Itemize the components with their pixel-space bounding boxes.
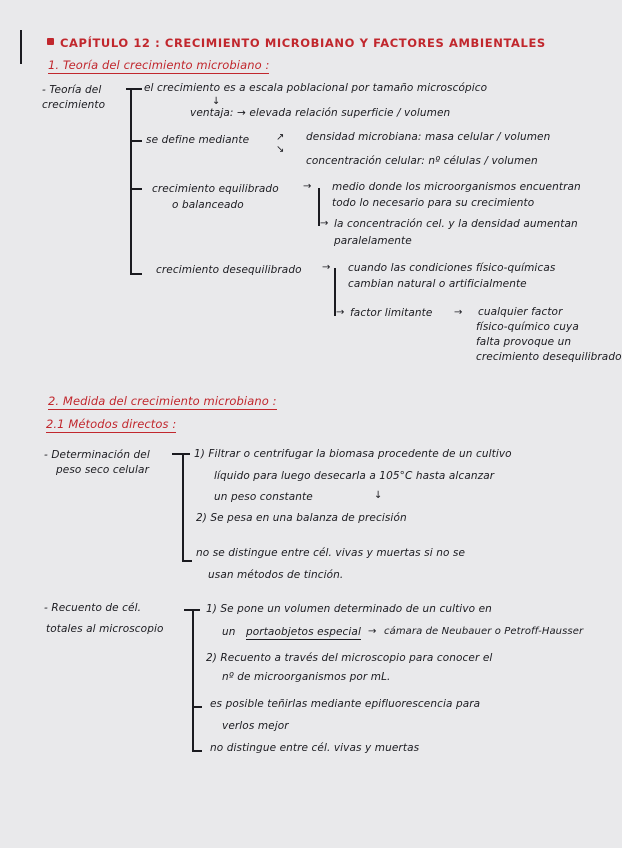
arrow-down-icon: ↓ (212, 96, 221, 107)
factor-limitante: factor limitante (350, 307, 433, 319)
peso-seco-note-line-2: usan métodos de tinción. (208, 569, 344, 581)
bullet-icon (47, 38, 54, 45)
recuento-label-line-1: - Recuento de cél. (44, 602, 142, 614)
peso-seco-step-1-line-3: un peso constante (214, 491, 313, 503)
peso-seco-step-1-line-1: 1) Filtrar o centrifugar la biomasa procedente de un cultivo (194, 448, 512, 460)
peso-seco-label-line-1: - Determinación del (44, 449, 150, 461)
arrow-right-icon: → (303, 181, 312, 192)
factor-def-line-2: físico-químico cuya (476, 321, 579, 333)
peso-seco-note-line-1: no se distingue entre cél. vivas y muertas si no se (196, 547, 466, 559)
desequilibrado-condiciones-line-1: cuando las condiciones físico-químicas (348, 262, 556, 274)
recuento-note-1-line-1: es posible teñirlas mediante epifluorescencia para (210, 698, 481, 710)
peso-seco-bracket (182, 453, 184, 561)
branch-equilibrado-tick (130, 188, 142, 190)
recuento-note-1-tick (192, 706, 202, 708)
arrow-right-icon: → (336, 307, 345, 318)
arrow-down-icon: ↓ (374, 490, 383, 501)
equilibrado-concentracion-line-1: la concentración cel. y la densidad aumentan (334, 218, 578, 230)
equilibrado-concentracion-line-2: paralelamente (334, 235, 412, 247)
subsection-2-1-title: 2.1 Métodos directos : (46, 417, 177, 431)
peso-seco-note-tick (182, 560, 192, 562)
desequilibrado-condiciones-line-2: cambian natural o artificialmente (348, 278, 527, 290)
recuento-step-2-line-2: nº de microorganismos por mL. (222, 671, 391, 683)
arrow-right-icon: → (368, 626, 377, 637)
arrow-right-icon: → (454, 307, 463, 318)
peso-seco-step-2: 2) Se pesa en una balanza de precisión (196, 512, 407, 524)
peso-seco-bracket-top (172, 453, 190, 455)
factor-def-line-1: cualquier factor (478, 306, 563, 318)
teoria-label-line-2: crecimiento (42, 99, 106, 111)
teoria-bracket-top (126, 88, 142, 90)
branch-escala: el crecimiento es a escala poblacional por tamaño microscópico (144, 82, 488, 94)
recuento-step-1-line-1: 1) Se pone un volumen determinado de un cultivo en (206, 603, 492, 615)
section-2-title: 2. Medida del crecimiento microbiano : (48, 394, 277, 408)
recuento-step-1-line-2a: un (222, 626, 236, 638)
teoria-label-line-1: - Teoría del (42, 84, 102, 96)
crecimiento-equilibrado-line-1: crecimiento equilibrado (152, 183, 279, 195)
recuento-note-1-line-2: verlos mejor (222, 720, 289, 732)
recuento-note-2: no distingue entre cél. vivas y muertas (210, 742, 420, 754)
arrow-right-icon: → (322, 262, 331, 273)
peso-seco-step-1-line-2: líquido para luego desecarla a 105°C hasta alcanzar (214, 470, 495, 482)
arrow-icon: ↘ (276, 144, 285, 155)
section-1-title: 1. Teoría del crecimiento microbiano : (48, 58, 270, 72)
peso-seco-label-line-2: peso seco celular (56, 464, 149, 476)
concentracion-celular: concentración celular: nº células / volumen (306, 155, 538, 167)
equilibrado-medio-line-1: medio donde los microorganismos encuentran (332, 181, 581, 193)
recuento-note-2-tick (192, 750, 202, 752)
branch-desequilibrado-tick (130, 273, 142, 275)
chapter-title: CAPÍTULO 12 : CRECIMIENTO MICROBIANO Y FACTORES AMBIENTALES (60, 36, 546, 50)
recuento-bracket (192, 609, 194, 751)
recuento-label-line-2: totales al microscopio (46, 623, 164, 635)
branch-define: se define mediante (146, 134, 250, 146)
equilibrado-medio-line-2: todo lo necesario para su crecimiento (332, 197, 535, 209)
branch-ventaja: ventaja: → elevada relación superficie / volumen (190, 107, 451, 119)
crecimiento-equilibrado-line-2: o balanceado (172, 199, 244, 211)
portaobjetos-especial: portaobjetos especial (246, 626, 361, 638)
arrow-right-icon: → (320, 218, 329, 229)
recuento-step-2-line-1: 2) Recuento a través del microscopio para conocer el (206, 652, 493, 664)
camara-neubauer: cámara de Neubauer o Petroff-Hausser (384, 626, 584, 637)
crecimiento-desequilibrado: crecimiento desequilibrado (156, 264, 302, 276)
branch-define-tick (130, 140, 142, 142)
teoria-bracket (130, 88, 132, 274)
arrow-icon: ↗ (276, 132, 285, 143)
factor-def-line-3: falta provoque un (476, 336, 572, 348)
margin-mark (20, 30, 22, 64)
densidad-microbiana: densidad microbiana: masa celular / volumen (306, 131, 551, 143)
factor-def-line-4: crecimiento desequilibrado (476, 351, 622, 363)
recuento-bracket-top (184, 609, 200, 611)
